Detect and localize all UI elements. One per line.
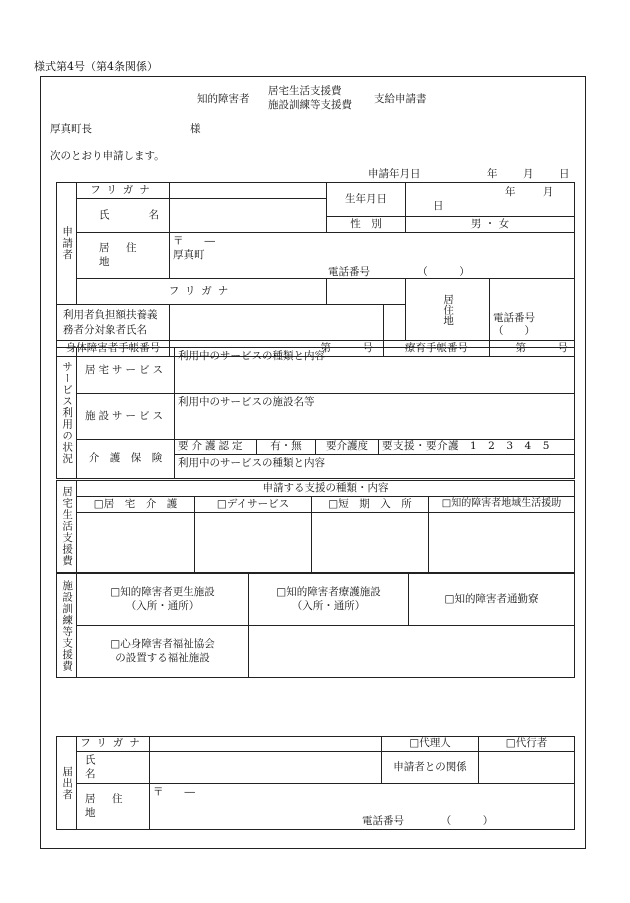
applicant-postal: 〒 ― — [173, 235, 215, 247]
date-label: 申請年月日 — [368, 168, 421, 180]
applicant-address-field[interactable] — [170, 233, 575, 279]
applicant-gender-label: 性 別 — [327, 217, 406, 233]
birth-year: 年 — [505, 186, 516, 199]
subject-relation-field[interactable] — [384, 305, 406, 341]
facility-support-section-label: 施設訓練等支援費 — [57, 574, 77, 678]
ryoiku-handbook-label: 療育手帳番号 — [384, 341, 490, 357]
notifier-furigana-field[interactable] — [150, 737, 382, 752]
birth-month: 月 — [542, 186, 554, 199]
applicant-town: 厚真町 — [173, 249, 205, 261]
option-day-service[interactable]: □デイサービス — [195, 497, 312, 513]
notifier-furigana-label: フリガナ — [77, 737, 150, 752]
date-day: 日 — [559, 168, 570, 180]
birth-day: 日 — [433, 199, 444, 212]
form-number: 様式第4号（第4条関係） — [34, 60, 158, 73]
intro-text: 次のとおり申請します。 — [50, 150, 165, 162]
applicant-birthdate-field[interactable] — [406, 183, 575, 217]
option-welfare-line1: □心身障害者福祉協会 — [110, 638, 215, 651]
notifier-relation-field[interactable] — [479, 752, 575, 784]
facility-support-blank — [249, 626, 575, 678]
header-prefix: 知的障害者 — [197, 93, 250, 105]
applicant-section-label: 申請者 — [57, 183, 77, 305]
date-month: 月 — [523, 168, 534, 180]
applicant-furigana-field[interactable] — [170, 183, 327, 199]
home-support-section-label: 居宅生活支援費 — [57, 481, 77, 573]
notifier-section-label: 届出者 — [57, 737, 77, 830]
subject-furigana-field[interactable] — [327, 279, 406, 305]
insurance-field[interactable] — [175, 455, 575, 479]
home-support-table — [56, 480, 575, 573]
subject-address-label: 居住地 — [406, 279, 490, 341]
applicant-gender-options[interactable]: 男 ・ 女 — [406, 217, 575, 233]
applicant-table — [56, 182, 575, 357]
addressee-honorific: 様 — [190, 123, 201, 135]
care-level-label: 要介護度 — [316, 440, 379, 455]
disability-handbook-label: 身体障害者手帳番号 — [57, 341, 170, 357]
notifier-relation-label: 申請者との関係 — [382, 752, 479, 784]
subject-phone: 電話番号 （ ） — [493, 311, 556, 337]
facility-service-text: 利用中のサービスの施設名等 — [178, 396, 315, 408]
addressee-name: 厚真町長 — [50, 123, 92, 135]
home-support-heading: 申請する支援の種類・内容 — [77, 481, 575, 497]
home-service-field[interactable] — [175, 348, 575, 394]
notifier-address-field[interactable] — [150, 784, 575, 830]
option-rehab-line1: □知的障害者更生施設 — [110, 586, 215, 599]
day-service-detail-field[interactable] — [195, 513, 312, 573]
insurance-label: 介 護 保 険 — [77, 440, 175, 479]
home-service-text: 利用中のサービスの種類と内容 — [178, 350, 325, 362]
header-service-1: 居宅生活支援費 — [268, 85, 342, 97]
facility-service-field[interactable] — [175, 394, 575, 440]
subject-furigana-label: フリガナ — [77, 279, 327, 305]
option-welfare-line2: の設置する福祉施設 — [115, 651, 210, 664]
option-commuting-dorm[interactable]: □知的障害者通勤寮 — [409, 574, 575, 626]
option-home-care[interactable]: □居 宅 介 護 — [77, 497, 195, 513]
nintei-value[interactable]: 有・無 — [257, 440, 316, 455]
option-nursing-facility[interactable] — [249, 574, 409, 626]
subject-address-field[interactable] — [490, 279, 575, 341]
notifier-name-label: 氏 名 — [77, 752, 150, 784]
facility-service-label: 施設サービス — [77, 394, 175, 440]
applicant-birthdate-label: 生年月日 — [327, 183, 406, 217]
notifier-agent-checkbox[interactable]: □代理人 — [382, 737, 479, 752]
notifier-name-field[interactable] — [150, 752, 382, 784]
home-care-detail-field[interactable] — [77, 513, 195, 573]
applicant-furigana-label: フリガナ — [77, 183, 170, 199]
short-stay-detail-field[interactable] — [312, 513, 429, 573]
option-rehab-facility[interactable] — [77, 574, 249, 626]
community-living-detail-field[interactable] — [429, 513, 575, 573]
care-level-value[interactable]: 要支援・要介護 1 2 3 4 5 — [379, 440, 575, 455]
ryoiku-handbook-field[interactable]: 第 号 — [490, 341, 575, 357]
applicant-name-label: 氏 名 — [77, 199, 170, 233]
facility-support-table — [56, 573, 575, 678]
notifier-table — [56, 736, 575, 830]
service-status-table — [56, 347, 575, 479]
notifier-phone: 電話番号 （ ） — [362, 815, 494, 827]
nintei-label: 要介護認定 — [175, 440, 257, 455]
option-short-stay[interactable]: □短 期 入 所 — [312, 497, 429, 513]
option-welfare-association[interactable] — [77, 626, 249, 678]
subject-name-label: 利用者負担額扶養義務者分対象者氏名 — [57, 305, 170, 341]
option-community-living[interactable]: □知的障害者地域生活援助 — [429, 497, 575, 513]
notifier-postal: 〒 ― — [153, 786, 195, 798]
header-service-2: 施設訓練等支援費 — [268, 99, 352, 111]
option-nursing-line1: □知的障害者療護施設 — [276, 586, 381, 599]
service-status-section-label: サービス利用の状況 — [57, 348, 77, 479]
option-nursing-line2: （入所・通所） — [291, 599, 366, 612]
home-service-label: 居宅サービス — [77, 348, 175, 394]
header-suffix: 支給申請書 — [374, 93, 427, 105]
insurance-text: 利用中のサービスの種類と内容 — [178, 457, 325, 469]
applicant-name-field[interactable] — [170, 199, 327, 233]
option-rehab-line2: （入所・通所） — [125, 599, 200, 612]
applicant-phone: 電話番号 （ ） — [328, 266, 470, 278]
notifier-address-label: 居 住 地 — [77, 784, 150, 830]
disability-handbook-field[interactable]: 第 号 — [170, 341, 384, 357]
notifier-proxy-checkbox[interactable]: □代行者 — [479, 737, 575, 752]
applicant-address-label: 居 住 地 — [77, 233, 170, 279]
subject-name-field[interactable] — [170, 305, 384, 341]
date-year: 年 — [487, 168, 498, 180]
